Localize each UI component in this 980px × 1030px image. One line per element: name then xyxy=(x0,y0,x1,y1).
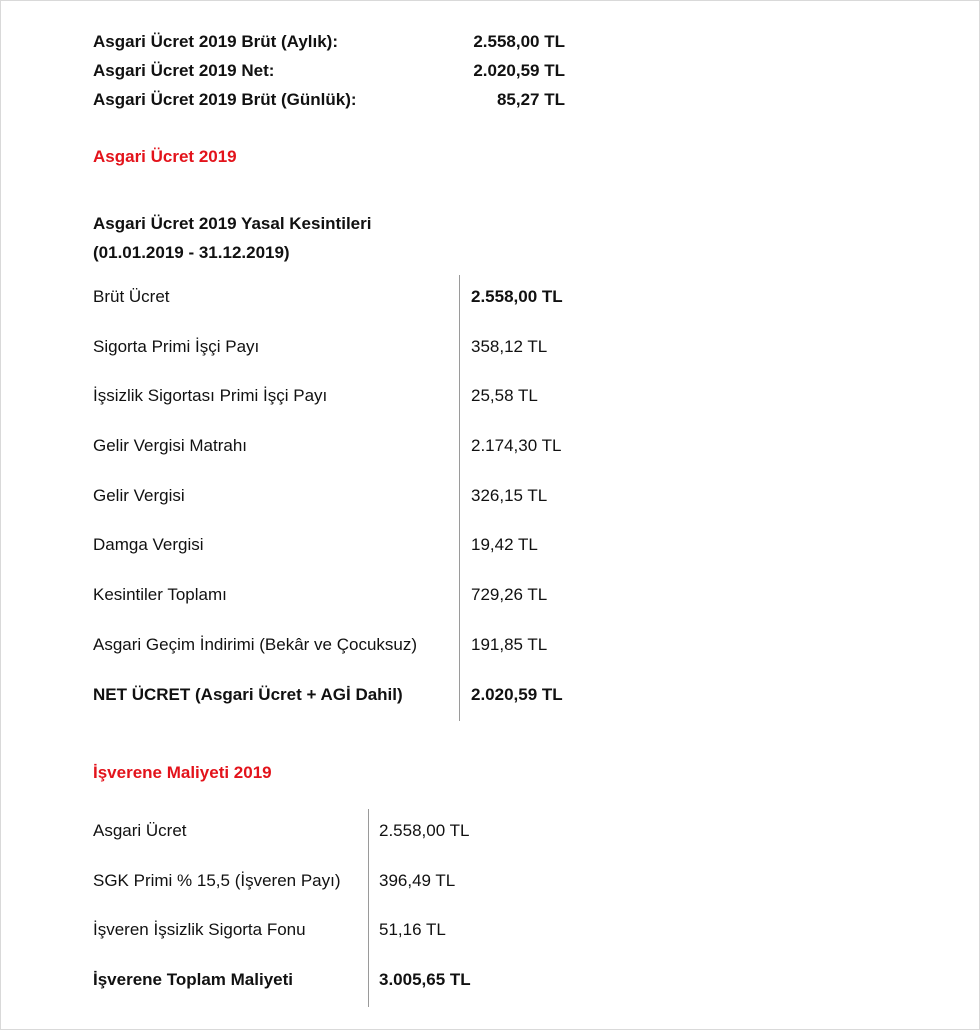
table-row xyxy=(93,523,613,573)
summary-row-net xyxy=(93,56,565,85)
row-label: İşverene Toplam Maliyeti xyxy=(93,970,293,990)
table-row xyxy=(93,325,613,375)
summary-row-gross-daily xyxy=(93,85,565,114)
summary-value: 85,27 TL xyxy=(496,90,565,109)
table-row xyxy=(93,908,513,958)
row-value: 25,58 TL xyxy=(471,386,538,406)
row-label: Kesintiler Toplamı xyxy=(93,585,227,605)
row-label: İşsizlik Sigortası Primi İşçi Payı xyxy=(93,386,328,406)
table-row xyxy=(93,275,613,325)
table-row xyxy=(93,474,613,524)
row-label: Asgari Geçim İndirimi (Bekâr ve Çocuksuz) xyxy=(93,634,418,654)
deductions-subtitle-period: (01.01.2019 - 31.12.2019) xyxy=(93,243,290,262)
row-value: 191,85 TL xyxy=(471,634,548,654)
summary-label: Asgari Ücret 2019 Brüt (Aylık): xyxy=(93,32,339,51)
row-value: 2.558,00 TL xyxy=(379,821,470,840)
employer-cost-table xyxy=(93,809,513,1008)
summary-value: 2.020,59 TL xyxy=(473,61,565,80)
row-label: NET ÜCRET (Asgari Ücret + AGİ Dahil) xyxy=(93,684,403,704)
table-row-total xyxy=(93,673,613,723)
row-label: Sigorta Primi İşçi Payı xyxy=(93,336,260,356)
section-title-minimum-wage: Asgari Ücret 2019 xyxy=(93,147,237,166)
row-label: Damga Vergisi xyxy=(93,535,204,555)
row-value: 396,49 TL xyxy=(379,870,456,890)
section-title-employer-cost: İşverene Maliyeti 2019 xyxy=(93,763,272,782)
row-label: İşveren İşsizlik Sigorta Fonu xyxy=(93,920,306,940)
row-label: Brüt Ücret xyxy=(93,287,170,306)
summary-value: 2.558,00 TL xyxy=(473,32,565,51)
deductions-table xyxy=(93,275,613,722)
row-value: 19,42 TL xyxy=(471,535,538,555)
row-label: Gelir Vergisi Matrahı xyxy=(93,436,247,456)
row-label: Asgari Ücret xyxy=(93,821,187,840)
row-label: Gelir Vergisi xyxy=(93,485,185,505)
table-row xyxy=(93,623,613,673)
table-row xyxy=(93,809,513,859)
table-row xyxy=(93,573,613,623)
summary-label: Asgari Ücret 2019 Net: xyxy=(93,61,275,80)
row-value: 729,26 TL xyxy=(471,585,548,605)
row-value: 51,16 TL xyxy=(379,920,446,940)
table-row xyxy=(93,374,613,424)
table-row xyxy=(93,424,613,474)
row-value: 358,12 TL xyxy=(471,336,548,356)
table-row-total xyxy=(93,958,513,1008)
row-value: 2.020,59 TL xyxy=(471,684,563,704)
row-value: 3.005,65 TL xyxy=(379,970,471,990)
table-row xyxy=(93,859,513,909)
summary-row-gross-monthly xyxy=(93,27,565,56)
row-value: 2.558,00 TL xyxy=(471,287,563,306)
row-label: SGK Primi % 15,5 (İşveren Payı) xyxy=(93,870,341,890)
row-value: 2.174,30 TL xyxy=(471,436,562,456)
summary-label: Asgari Ücret 2019 Brüt (Günlük): xyxy=(93,90,357,109)
deductions-subtitle xyxy=(93,209,371,267)
row-value: 326,15 TL xyxy=(471,485,548,505)
deductions-subtitle-line1: Asgari Ücret 2019 Yasal Kesintileri xyxy=(93,214,372,233)
summary-block xyxy=(93,27,565,114)
